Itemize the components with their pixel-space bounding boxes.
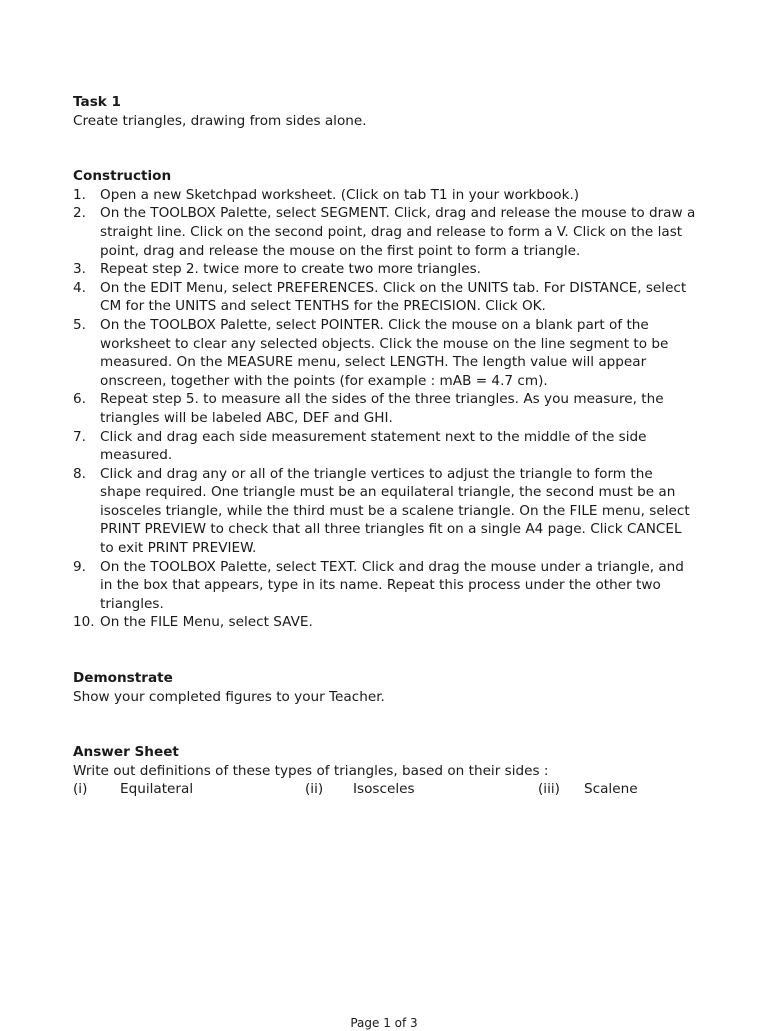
answer-sheet-section: [73, 743, 698, 799]
construction-section: [73, 167, 698, 632]
step-number: 8.: [73, 465, 86, 482]
triangle-type-scalene: Scalene: [584, 781, 638, 798]
step-number: 1.: [73, 186, 86, 203]
construction-title: Construction: [73, 168, 172, 185]
step-number: 7.: [73, 428, 86, 445]
document-page: [73, 93, 698, 799]
step-number: 10.: [73, 614, 95, 631]
step-number: 2.: [73, 205, 86, 222]
triangle-type-isosceles: Isosceles: [353, 781, 415, 798]
step-number: 5.: [73, 316, 86, 333]
task-description: Create triangles, drawing from sides alone.: [73, 112, 367, 129]
construction-steps-list: [73, 186, 698, 632]
demonstrate-section: [73, 669, 698, 706]
step-number: 6.: [73, 391, 86, 408]
step-text: On the EDIT Menu, select PREFERENCES. Click on the UNITS tab. For DISTANCE, select CM for the UNITS and select TENTHS for the PRECISION. Click OK.: [100, 279, 687, 315]
triangle-type-equilateral: Equilateral: [120, 781, 194, 798]
construction-step-2: [73, 204, 698, 260]
task-title: Task 1: [73, 94, 122, 110]
step-number: 9.: [73, 558, 86, 575]
construction-step-1: [73, 186, 698, 205]
step-text: On the TOOLBOX Palette, select TEXT. Click and drag the mouse under a triangle, and in the box that appears, type in its name. Repeat this process under the other two triangles.: [100, 558, 684, 612]
construction-step-3: [73, 260, 698, 279]
step-text: Repeat step 2. twice more to create two more triangles.: [100, 261, 481, 278]
step-text: Open a new Sketchpad worksheet. (Click on tab T1 in your workbook.): [100, 186, 580, 203]
construction-step-10: [73, 613, 698, 632]
step-text: Repeat step 5. to measure all the sides of the three triangles. As you measure, the triangles will be labeled ABC, DEF and GHI.: [100, 391, 664, 426]
triangle-types-row: [73, 780, 698, 799]
step-text: On the FILE Menu, select SAVE.: [100, 614, 313, 631]
step-text: On the TOOLBOX Palette, select SEGMENT. Click, drag and release the mouse to draw a straight line. Click on the second point, drag and release to form a V. Click on the last point, drag and release the mouse on the first point to form a triangle.: [100, 205, 696, 259]
construction-step-4: [73, 279, 698, 316]
answer-sheet-title: Answer Sheet: [73, 744, 179, 761]
task-section: [73, 93, 698, 130]
step-number: 4.: [73, 279, 86, 296]
step-text: Click and drag each side measurement statement next to the middle of the side measured.: [100, 428, 647, 464]
construction-step-9: [73, 558, 698, 614]
construction-step-8: [73, 465, 698, 558]
construction-step-5: [73, 316, 698, 390]
triangle-type-number: (ii): [305, 781, 324, 798]
demonstrate-text: Show your completed figures to your Teacher.: [73, 688, 385, 705]
step-number: 3.: [73, 261, 86, 278]
demonstrate-title: Demonstrate: [73, 670, 173, 687]
triangle-type-number: (i): [73, 781, 88, 798]
page-footer: Page 1 of 3: [350, 1016, 418, 1030]
construction-step-6: [73, 390, 698, 427]
answer-sheet-instruction: Write out definitions of these types of triangles, based on their sides :: [73, 762, 549, 779]
step-text: Click and drag any or all of the triangle vertices to adjust the triangle to form the shape required. One triangle must be an equilateral triangle, the second must be an isosceles triangle, while the third must be a scalene triangle. On the FILE menu, select PRINT PREVIEW to check that all three triangles fit on a single A4 page. Click CANCEL to exit PRINT PREVIEW.: [100, 465, 690, 557]
triangle-type-number: (iii): [538, 781, 560, 798]
construction-step-7: [73, 428, 698, 465]
step-text: On the TOOLBOX Palette, select POINTER. Click the mouse on a blank part of the worksheet to clear any selected objects. Click the mouse on the line segment to be measured. On the MEASURE menu, select LENGTH. The length value will appear onscreen, together with the points (for example : mAB = 4.7 cm).: [100, 316, 669, 389]
